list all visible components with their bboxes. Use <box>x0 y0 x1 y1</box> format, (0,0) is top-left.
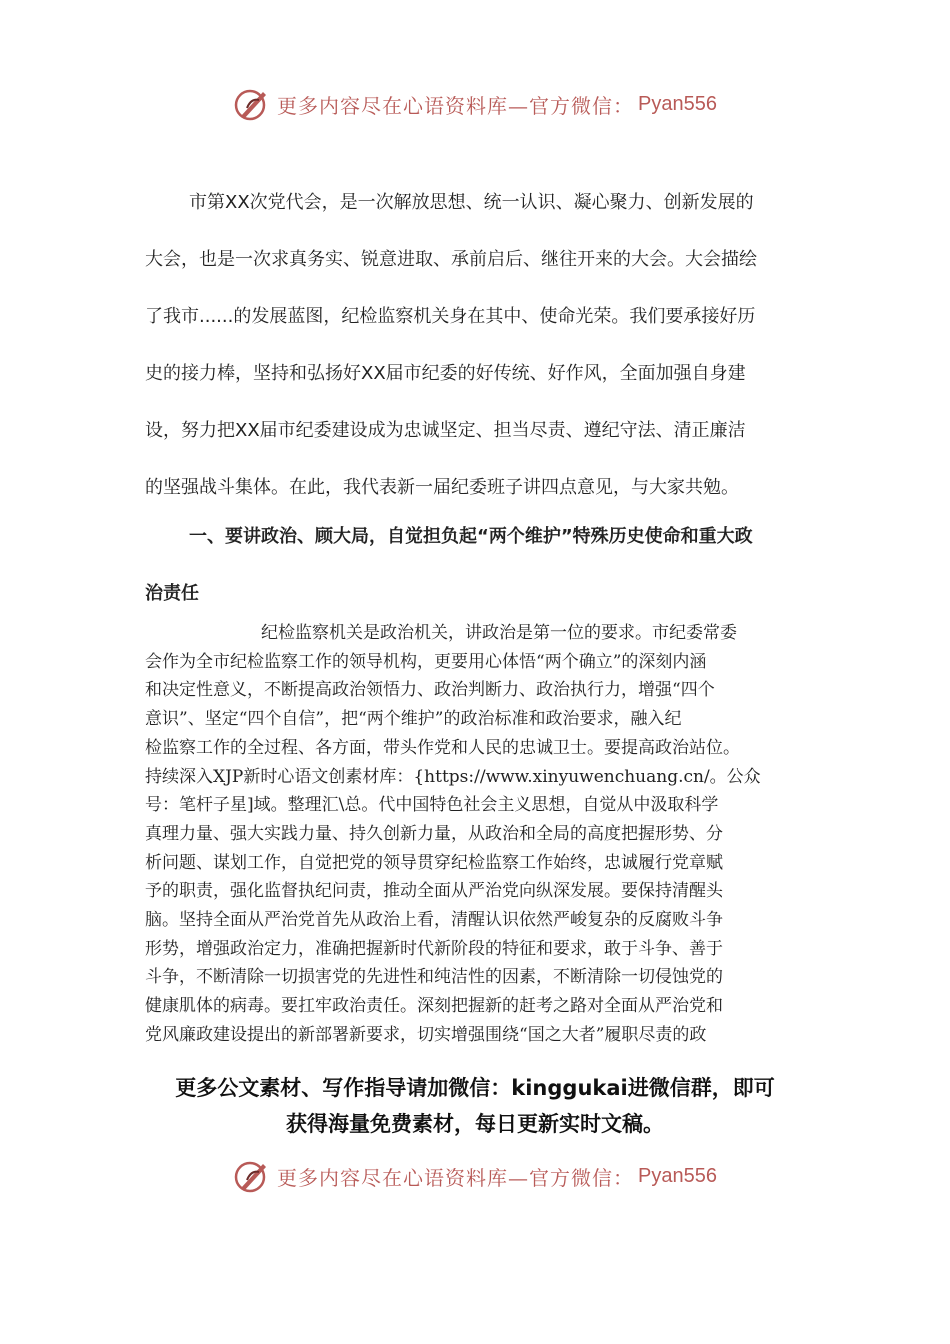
text-line: 持续深入XJP新时心语文创素材库：{https://www.xinyuwenchuang.cn/。公众 <box>145 766 761 787</box>
text-line: 检监察工作的全过程、各方面，带头作党和人民的忠诚卫士。要提高政治站位。 <box>145 737 740 758</box>
header-banner <box>0 84 950 124</box>
text-line: 析问题、谋划工作，自觉把党的领导贯穿纪检监察工作始终，忠诚履行党章赋 <box>145 852 723 873</box>
promo-line: 更多公文素材、写作指导请加微信：kinggukai进微信群，即可 <box>175 1076 775 1100</box>
promo-notice <box>0 1070 950 1142</box>
text-line: 号：笔杆子星]域。整理汇\总。代中国特色社会主义思想，自觉从中汲取科学 <box>145 795 719 816</box>
text-line: 市第XX次党代会，是一次解放思想、统一认识、凝心聚力、创新发展的 <box>189 192 754 213</box>
text-line: 脑。坚持全面从严治党首先从政治上看，清醒认识依然严峻复杂的反腐败斗争 <box>145 910 723 931</box>
text-line: 纪检监察机关是政治机关，讲政治是第一位的要求。市纪委常委 <box>261 623 737 643</box>
text-line: 真理力量、强大实践力量、持久创新力量，从政治和全局的高度把握形势、分 <box>145 823 723 844</box>
pen-logo-icon <box>233 1158 271 1194</box>
footer-banner <box>0 1156 950 1196</box>
banner-site-text: 更多内容尽在心语资料库—官方微信： <box>277 93 635 118</box>
text-line: 健康肌体的病毒。要扛牢政治责任。深刻把握新的赶考之路对全面从严治党和 <box>145 996 723 1017</box>
text-line: 意识”、坚定“四个自信”，把“两个维护”的政治标准和政治要求，融入纪 <box>145 709 682 730</box>
heading-line: 治责任 <box>145 583 199 604</box>
promo-line: 获得海量免费素材，每日更新实时文稿。 <box>286 1112 664 1136</box>
banner-account: Pyan556 <box>638 1164 717 1187</box>
text-line: 予的职责，强化监督执纪问责，推动全面从严治党向纵深发展。要保持清醒头 <box>145 881 723 902</box>
text-line: 大会，也是一次求真务实、锐意进取、承前启后、继往开来的大会。大会描绘 <box>145 249 757 270</box>
intro-paragraph <box>145 174 805 516</box>
banner-site-text: 更多内容尽在心语资料库—官方微信： <box>277 1165 635 1190</box>
text-line: 设，努力把XX届市纪委建设成为忠诚坚定、担当尽责、遵纪守法、清正廉洁 <box>145 420 746 441</box>
text-line: 和决定性意义，不断提高政治领悟力、政治判断力、政治执行力，增强“四个 <box>145 680 715 701</box>
heading-line: 一、要讲政治、顾大局，自觉担负起“两个维护”特殊历史使命和重大政 <box>189 526 753 547</box>
text-line: 党风廉政建设提出的新部署新要求，切实增强围绕“国之大者”履职尽责的政 <box>145 1024 707 1045</box>
pen-logo-icon <box>233 86 271 122</box>
body-paragraph <box>145 619 805 1050</box>
text-line: 史的接力棒，坚持和弘扬好XX届市纪委的好传统、好作风，全面加强自身建 <box>145 363 746 384</box>
banner-account: Pyan556 <box>638 92 717 115</box>
text-line: 斗争，不断清除一切损害党的先进性和纯洁性的因素，不断清除一切侵蚀党的 <box>145 967 723 988</box>
text-line: 的坚强战斗集体。在此，我代表新一届纪委班子讲四点意见，与大家共勉。 <box>145 477 739 498</box>
section-heading <box>145 508 805 622</box>
text-line: 了我市......的发展蓝图，纪检监察机关身在其中、使命光荣。我们要承接好历 <box>145 306 756 327</box>
text-line: 会作为全市纪检监察工作的领导机构，更要用心体悟“两个确立”的深刻内涵 <box>145 651 707 672</box>
text-line: 形势，增强政治定力，准确把握新时代新阶段的特征和要求，敢于斗争、善于 <box>145 938 723 959</box>
